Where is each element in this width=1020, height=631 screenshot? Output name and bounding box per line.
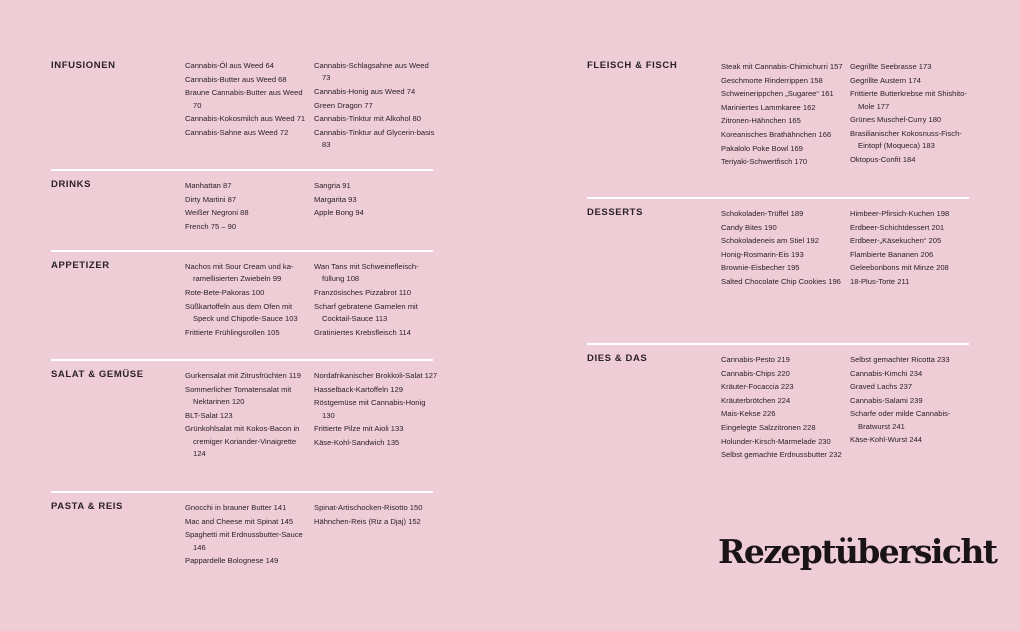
recipe-entry: Apple Bong 94 <box>314 208 364 218</box>
recipe-entry: Spaghetti mit Erdnussbutter-Sauce 146 <box>185 530 303 552</box>
recipe-entry: Frittierte Butterkrebse mit Shishito-Mole 177 <box>850 89 967 111</box>
recipe-entry: Himbeer-Pfirsich-Kuchen 198 <box>850 209 950 218</box>
recipe-entry: Erdbeer-„Käsekuchen“ 205 <box>850 236 942 246</box>
recipe-entry: Oktopus-Confit 184 <box>850 154 916 164</box>
recipe-entry: Geschmorte Rinderrippen 158 <box>721 75 823 85</box>
recipe-entry: Cannabis-Chips 220 <box>721 368 790 378</box>
recipe-entry: Hähnchen-Reis (Riz a Djaj) 152 <box>314 516 421 526</box>
recipe-entry: Nachos mit Sour Cream und ka-ramellisierten Zwiebeln 99 <box>185 262 294 284</box>
recipe-column-2 <box>314 370 438 450</box>
section-divider <box>587 197 969 199</box>
recipe-entry: Steak mit Cannabis-Chimichurri 157 <box>721 62 843 71</box>
recipe-entry: Kräuterbrötchen 224 <box>721 395 791 405</box>
recipe-entry: Käse-Kohl-Sandwich 135 <box>314 437 400 447</box>
recipe-column-2 <box>314 261 438 340</box>
section-title: FLEISCH & FISCH <box>587 60 678 71</box>
recipe-entry: Französisches Pizzabrot 110 <box>314 288 411 297</box>
recipe-entry: Mais-Kekse 226 <box>721 409 776 419</box>
recipe-column-1 <box>185 370 309 462</box>
recipe-entry: Manhattan 87 <box>185 181 232 190</box>
recipe-entry: Cannabis-Sahne aus Weed 72 <box>185 127 289 137</box>
recipe-column-2 <box>314 180 438 221</box>
recipe-entry: BLT-Salat 123 <box>185 410 233 420</box>
recipe-entry: Kräuter-Focaccia 223 <box>721 382 794 392</box>
recipe-entry: Zitronen-Hähnchen 165 <box>721 116 801 126</box>
recipe-entry: Teriyaki-Schwertfisch 170 <box>721 157 808 167</box>
recipe-entry: Gurkensalat mit Zitrusfrüchten 119 <box>185 371 301 380</box>
recipe-entry: 18-Plus-Torte 211 <box>850 276 910 286</box>
section-title: INFUSIONEN <box>51 60 116 71</box>
recipe-entry: Gegrillte Austern 174 <box>850 75 921 85</box>
recipe-entry: Sangria 91 <box>314 181 351 190</box>
recipe-entry: Pappardelle Bolognese 149 <box>185 556 279 566</box>
recipe-entry: Hasselback-Kartoffeln 129 <box>314 384 403 394</box>
recipe-entry: Flambierte Bananen 206 <box>850 249 934 259</box>
recipe-entry: Holunder-Kirsch-Marmelade 230 <box>721 436 831 446</box>
recipe-entry: Cannabis-Kimchi 234 <box>850 368 923 378</box>
recipe-entry: Candy Bites 190 <box>721 222 777 232</box>
recipe-column-1 <box>185 180 309 234</box>
recipe-entry: Weißer Negroni 88 <box>185 208 249 218</box>
recipe-entry: Eingelegte Salzzitronen 228 <box>721 422 816 432</box>
recipe-entry: French 75 – 90 <box>185 221 237 231</box>
recipe-column-1 <box>185 60 309 140</box>
section-title: APPETIZER <box>51 260 110 271</box>
recipe-entry: Nordafrikanischer Brokkoli-Salat 127 <box>314 371 438 380</box>
recipe-column-2 <box>850 61 974 167</box>
recipe-entry: Grünkohlsalat mit Kokos-Bacon in cremiger Koriander-Vinaigrette 124 <box>185 424 300 458</box>
recipe-entry: Schokoladen-Trüffel 189 <box>721 209 804 218</box>
section-divider <box>51 169 433 171</box>
recipe-column-2 <box>850 354 974 448</box>
recipe-column-2 <box>314 60 438 153</box>
recipe-entry: Cannabis-Honig aus Weed 74 <box>314 87 416 96</box>
recipe-entry: Pakalolo Poke Bowl 169 <box>721 143 803 153</box>
recipe-entry: Sommerlicher Tomatensalat mit Nektarinen 120 <box>185 384 292 406</box>
recipe-entry: Cannabis-Pesto 219 <box>721 355 790 364</box>
recipe-entry: Cannabis-Schlagsahne aus Weed 73 <box>314 61 429 83</box>
recipe-entry: Grünes Muschel-Curry 180 <box>850 115 942 125</box>
recipe-entry: Erdbeer-Schichtdessert 201 <box>850 222 945 232</box>
recipe-column-2 <box>850 208 974 290</box>
recipe-entry: Brasilianischer Kokosnuss-Fisch-Eintopf (Moqueca) 183 <box>850 128 962 151</box>
recipe-entry: Margarita 93 <box>314 194 357 204</box>
recipe-entry: Mariniertes Lammkaree 162 <box>721 102 816 112</box>
recipe-column-2 <box>314 502 438 529</box>
section-divider <box>51 359 433 361</box>
recipe-entry: Cannabis-Kokosmilch aus Weed 71 <box>185 114 306 124</box>
recipe-column-1 <box>185 261 309 340</box>
recipe-column-1 <box>721 354 845 463</box>
recipe-entry: Frittierte Frühlingsrollen 105 <box>185 327 280 337</box>
recipe-entry: Wan Tans mit Schweinefleisch-füllung 108 <box>314 262 419 284</box>
recipe-entry: Green Dragon 77 <box>314 100 373 110</box>
recipe-entry: Cannabis-Tinktur mit Alkohol 80 <box>314 114 421 124</box>
section-divider <box>51 491 433 493</box>
recipe-entry: Cannabis-Öl aus Weed 64 <box>185 61 274 70</box>
recipe-entry: Salted Chocolate Chip Cookies 196 <box>721 276 841 286</box>
recipe-entry: Koreanisches Brathähnchen 166 <box>721 129 832 139</box>
section-title: DIES & DAS <box>587 353 648 364</box>
recipe-entry: Schokoladeneis am Stiel 192 <box>721 236 819 246</box>
recipe-column-1 <box>185 502 309 569</box>
recipe-entry: Braune Cannabis-Butter aus Weed 70 <box>185 88 303 110</box>
recipe-entry: Selbst gemachter Ricotta 233 <box>850 355 950 364</box>
recipe-entry: Cannabis-Tinktur auf Glycerin-basis 83 <box>314 127 435 150</box>
recipe-entry: Dirty Martini 87 <box>185 194 237 204</box>
recipe-entry: Cannabis-Salami 239 <box>850 395 923 405</box>
section-title: DESSERTS <box>587 207 644 218</box>
recipe-entry: Spinat-Artischocken-Risotto 150 <box>314 503 423 512</box>
recipe-entry: Brownie-Eisbecher 195 <box>721 263 800 273</box>
recipe-entry: Graved Lachs 237 <box>850 382 913 392</box>
recipe-entry: Mac and Cheese mit Spinat 145 <box>185 516 294 526</box>
recipe-entry: Rote-Bete-Pakoras 100 <box>185 288 265 297</box>
recipe-entry: Cannabis-Butter aus Weed 68 <box>185 74 287 84</box>
section-divider <box>587 343 969 345</box>
recipe-entry: Süßkartoffeln aus dem Ofen mit Speck und Chipotle-Sauce 103 <box>185 301 298 323</box>
section-title: PASTA & REIS <box>51 501 123 512</box>
recipe-column-1 <box>721 61 845 170</box>
recipe-entry: Scharf gebratene Garnelen mit Cocktail-Sauce 113 <box>314 301 418 323</box>
page-title: Rezeptübersicht <box>718 532 997 571</box>
recipe-entry: Gegrillte Seebrasse 173 <box>850 62 932 71</box>
recipe-entry: Honig-Rosmarin-Eis 193 <box>721 249 804 259</box>
recipe-entry: Scharfe oder milde Cannabis-Bratwurst 241 <box>850 409 951 431</box>
recipe-entry: Schweinerippchen „Sugaree“ 161 <box>721 89 834 99</box>
recipe-entry: Gnocchi in brauner Butter 141 <box>185 503 287 512</box>
section-title: SALAT & GEMÜSE <box>51 369 144 380</box>
recipe-column-1 <box>721 208 845 290</box>
recipe-entry: Röstgemüse mit Cannabis-Honig 130 <box>314 398 426 420</box>
recipe-entry: Geleebonbons mit Minze 208 <box>850 263 949 273</box>
recipe-entry: Selbst gemachte Erdnussbutter 232 <box>721 450 842 460</box>
section-divider <box>51 250 433 252</box>
recipe-entry: Frittierte Pilze mit Aioli 133 <box>314 424 404 434</box>
section-title: DRINKS <box>51 179 92 190</box>
recipe-entry: Gratiniertes Krebsfleisch 114 <box>314 327 411 337</box>
recipe-entry: Käse-Kohl-Wurst 244 <box>850 435 923 445</box>
